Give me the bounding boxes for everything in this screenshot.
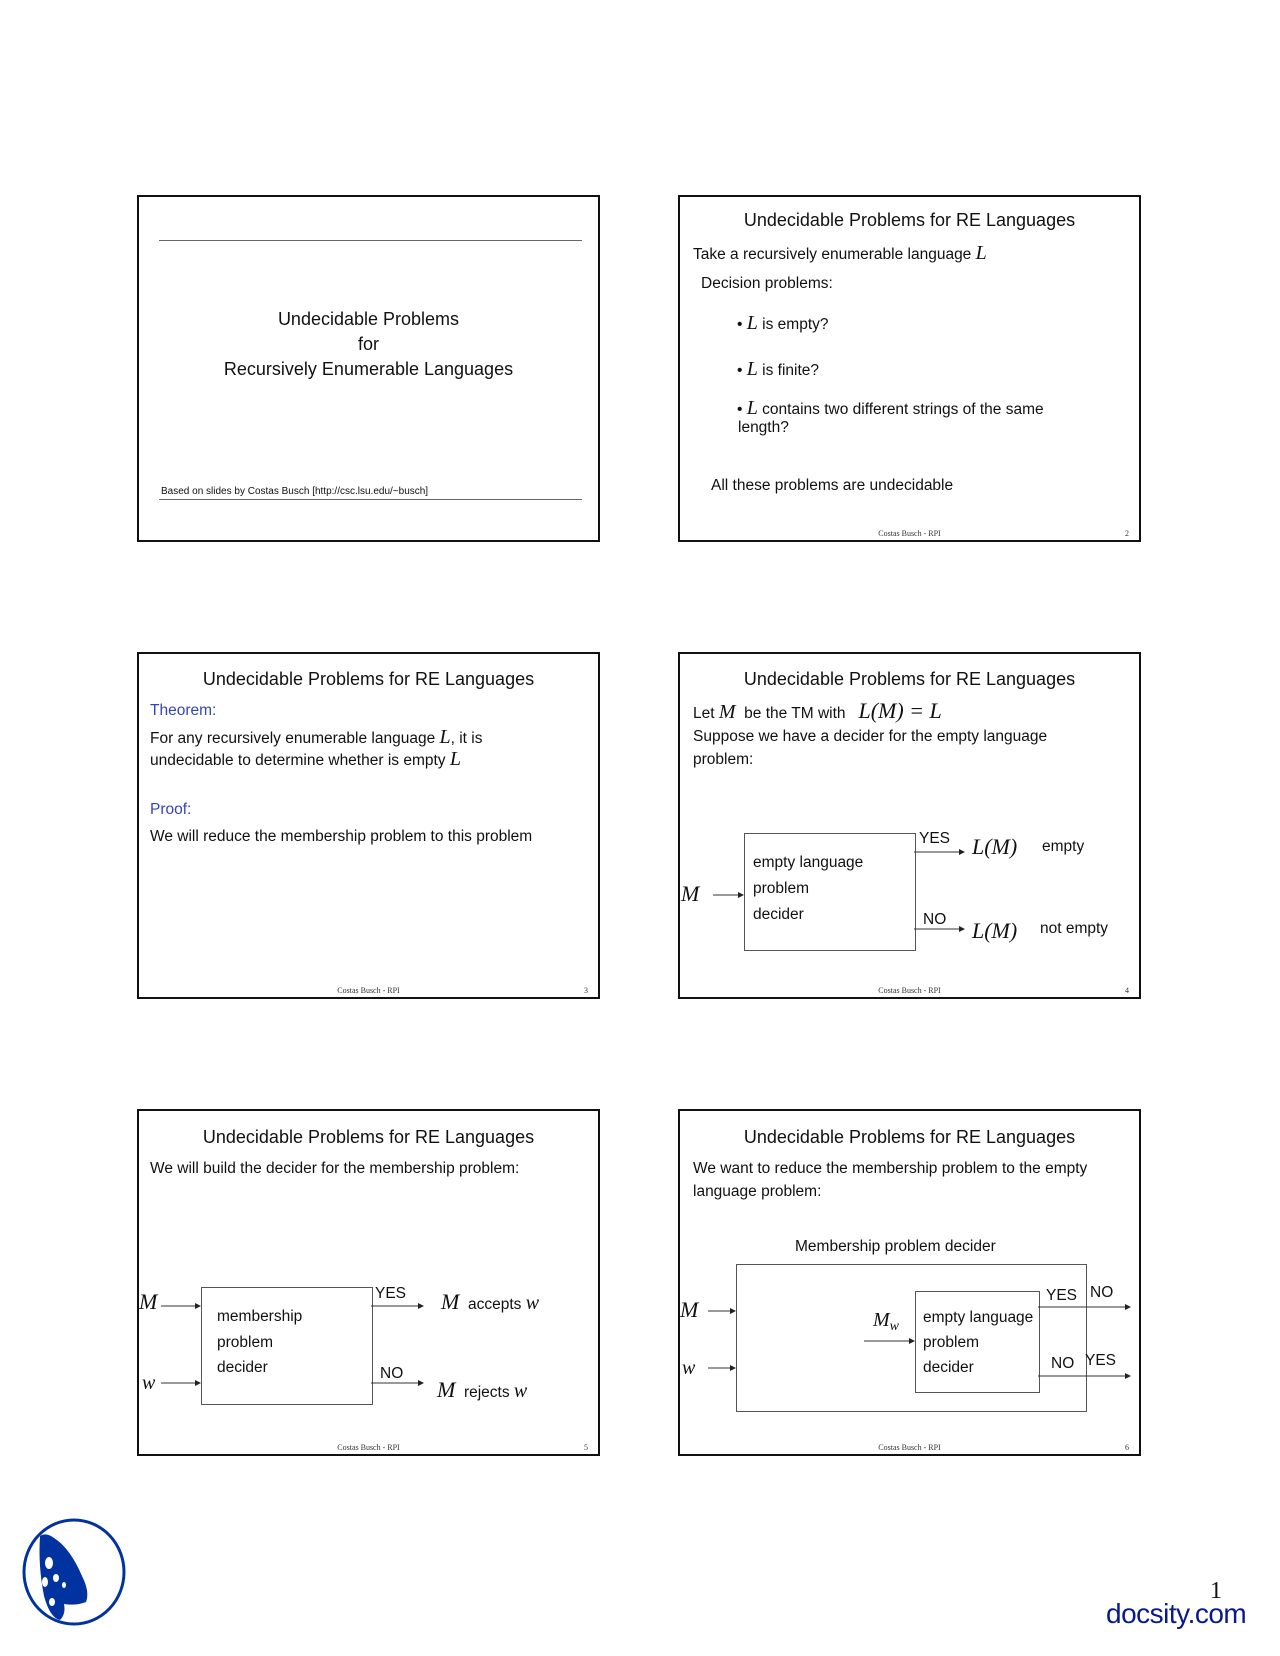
bullet-text: is empty? <box>762 316 829 333</box>
suppose-line-1: Suppose we have a decider for the empty language <box>693 728 1048 745</box>
intro-line-2: language problem: <box>693 1183 822 1200</box>
text: accepts <box>467 1296 522 1313</box>
rejects-line <box>437 1377 528 1403</box>
bullet-text: is finite? <box>762 362 820 379</box>
proof-text: We will reduce the membership problem to this problem <box>150 828 533 845</box>
equation: L(M) = L <box>858 698 942 723</box>
diagram-arrows <box>680 654 1139 997</box>
footer: Costas Busch - RPI <box>878 986 941 995</box>
text: rejects <box>463 1384 510 1401</box>
intro: Take a recursively enumerable language <box>693 246 972 263</box>
yes-label: YES <box>919 830 951 847</box>
bullet-text: contains two different strings of the same <box>762 401 1044 418</box>
inner-yes-label: YES <box>1046 1287 1078 1304</box>
var-M: M <box>718 701 736 723</box>
slide-title: Undecidable Problems for RE Languages <box>743 1127 1076 1147</box>
intro-text <box>693 243 987 265</box>
input-M: M <box>139 1289 158 1314</box>
var-M: M <box>441 1289 460 1314</box>
var-L: L <box>975 242 987 264</box>
outer-no-label: NO <box>1090 1284 1114 1301</box>
proof-label: Proof: <box>150 801 192 818</box>
input-w: w <box>682 1357 696 1379</box>
bottom-rule <box>159 499 582 500</box>
box-line-1: empty language <box>923 1309 1034 1326</box>
page-number: 1 <box>1210 1578 1222 1604</box>
bullet-2: • L is finite? <box>737 358 820 380</box>
outer-box-label: Membership problem decider <box>795 1238 996 1255</box>
var-L: L <box>439 726 451 748</box>
slide-title: Undecidable Problems for RE Languages <box>743 669 1076 689</box>
var-L: L <box>746 312 758 334</box>
conclusion: All these problems are undecidable <box>711 477 954 494</box>
var-L: L <box>746 397 758 419</box>
var-w: w <box>513 1380 528 1402</box>
slide-3 <box>137 652 600 999</box>
slide-1-title <box>137 195 600 542</box>
diagram-arrows <box>680 1111 1139 1454</box>
LM-empty: L(M) <box>972 834 1018 859</box>
no-label: NO <box>923 911 947 928</box>
inner-no-label: NO <box>1051 1355 1075 1372</box>
slide-number: 6 <box>1125 1443 1129 1452</box>
LM-not-empty: L(M) <box>972 918 1018 943</box>
var-M: M <box>873 1309 890 1331</box>
slide-number: 4 <box>1125 986 1129 995</box>
var-L: L <box>746 358 758 380</box>
var-M: M <box>437 1377 456 1402</box>
text: , it is <box>450 730 483 747</box>
text: be the TM with <box>744 705 846 722</box>
slide-title: Undecidable Problems for RE Languages <box>743 210 1076 230</box>
text: undecidable to determine whether is empty <box>150 752 446 769</box>
subscript-w: w <box>889 1319 900 1335</box>
slide-title: Undecidable Problems for RE Languages <box>202 669 535 689</box>
intro-text: We will build the decider for the membership problem: <box>150 1160 520 1177</box>
not-empty-label: not empty <box>1040 920 1109 937</box>
footer: Costas Busch - RPI <box>337 986 400 995</box>
deck-title-line-1: Undecidable Problems <box>277 309 460 329</box>
slide-number: 2 <box>1125 529 1129 538</box>
theorem-line-1 <box>150 727 483 749</box>
intro-line-1: We want to reduce the membership problem to the empty <box>693 1160 1088 1177</box>
credit-text: Based on slides by Costas Busch [http://csc.lsu.edu/~busch] <box>161 486 429 497</box>
text: For any recursively enumerable language <box>150 730 436 747</box>
empty-label: empty <box>1042 838 1085 855</box>
var-L: L <box>449 748 461 770</box>
box-line-2: problem <box>753 880 809 897</box>
diagram-arrows <box>139 1111 598 1454</box>
bullet-3-cont: length? <box>738 419 789 436</box>
footer: Costas Busch - RPI <box>878 1443 941 1452</box>
box-line-1: empty language <box>753 854 864 871</box>
bullet-1: • L is empty? <box>737 312 829 334</box>
top-rule <box>159 240 582 241</box>
accepts-line <box>441 1289 540 1315</box>
theorem-line-2 <box>150 749 461 771</box>
slide-4 <box>678 652 1141 999</box>
slide-number: 5 <box>584 1443 588 1452</box>
docsity-logo-icon <box>20 1516 130 1628</box>
text: Let <box>693 705 715 722</box>
theorem-label: Theorem: <box>150 702 217 719</box>
var-w: w <box>525 1292 540 1314</box>
box-line-3: decider <box>753 906 804 923</box>
bullet-3: • L contains two different strings of the same <box>737 397 1044 419</box>
slide-6 <box>678 1109 1141 1456</box>
no-label: NO <box>380 1365 404 1382</box>
deck-title-line-2: for <box>357 334 379 354</box>
box-line-1: membership <box>217 1308 303 1325</box>
input-M: M <box>680 1297 699 1322</box>
box-line-2: problem <box>217 1334 273 1351</box>
footer: Costas Busch - RPI <box>337 1443 400 1452</box>
yes-label: YES <box>375 1285 407 1302</box>
docsity-link[interactable]: docsity.com <box>1106 1598 1247 1629</box>
slide-number: 3 <box>584 986 588 995</box>
box-line-3: decider <box>217 1359 268 1376</box>
slide-2 <box>678 195 1141 542</box>
deck-title-line-3: Recursively Enumerable Languages <box>223 359 514 379</box>
outer-yes-label: YES <box>1085 1352 1117 1369</box>
footer: Costas Busch - RPI <box>878 529 941 538</box>
box-line-3: decider <box>923 1359 974 1376</box>
input-w: w <box>142 1372 156 1394</box>
suppose-line-2: problem: <box>693 751 754 768</box>
slide-title: Undecidable Problems for RE Languages <box>202 1127 535 1147</box>
slide-5 <box>137 1109 600 1456</box>
subheading: Decision problems: <box>701 275 833 292</box>
box-line-2: problem <box>923 1334 979 1351</box>
input-M: M <box>681 881 700 906</box>
